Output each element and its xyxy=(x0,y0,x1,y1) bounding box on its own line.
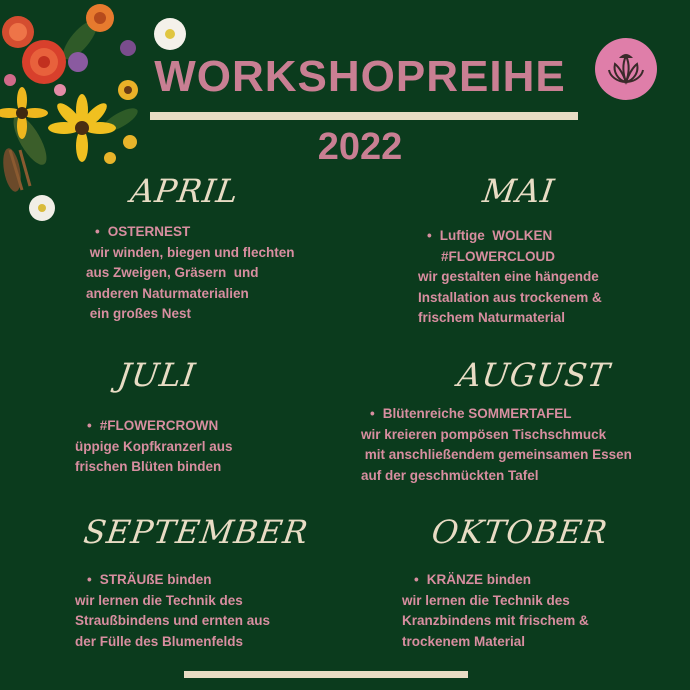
workshop-title: • Luftige WOLKEN xyxy=(427,228,552,243)
title-divider xyxy=(150,112,578,120)
flower-icon xyxy=(595,38,657,100)
workshop-description-line: wir lernen die Technik des xyxy=(402,592,570,608)
month-heading-oktober: OKTOBER xyxy=(429,513,611,551)
yellow-flower xyxy=(0,87,48,139)
pink-flower xyxy=(4,74,16,86)
workshop-august xyxy=(361,404,632,486)
workshop-description-line: Straußbindens und ernten aus xyxy=(75,613,271,628)
yellow-flower xyxy=(104,135,137,164)
pink-flower xyxy=(54,84,66,96)
yellow-flower xyxy=(48,94,116,162)
red-dahlia xyxy=(22,40,66,84)
month-heading-mai: MAI xyxy=(480,172,558,210)
workshop-description-line: mit anschließendem gemeinsamen Essen xyxy=(361,447,632,462)
workshop-description-line: Kranzbindens mit frischem & xyxy=(402,613,589,628)
workshop-title: • OSTERNEST xyxy=(95,224,190,239)
workshop-description-line: aus Zweigen, Gräsern und xyxy=(86,265,259,280)
workshop-description-line: frischen Blüten binden xyxy=(75,459,222,474)
white-cosmos-flower xyxy=(154,18,186,50)
workshop-description-line: auf der geschmückten Tafel xyxy=(361,467,539,483)
month-heading-april: APRIL xyxy=(128,172,242,210)
workshop-title: • KRÄNZE binden xyxy=(414,572,531,587)
month-heading-august: AUGUST xyxy=(455,356,613,394)
workshop-description-line: der Fülle des Blumenfelds xyxy=(75,633,244,649)
workshop-april xyxy=(86,222,295,325)
white-cosmos-flower xyxy=(29,195,55,221)
red-dahlia xyxy=(2,16,34,48)
workshop-description-line: trockenem Material xyxy=(402,633,526,649)
yellow-flower xyxy=(118,80,138,100)
workshop-description-line: wir gestalten eine hängende xyxy=(418,269,599,284)
workshop-description-line: wir winden, biegen und flechten xyxy=(86,244,295,260)
workshop-description-line: anderen Naturmaterialien xyxy=(86,285,249,301)
purple-flower xyxy=(120,40,136,56)
workshop-description-line: ein großes Nest xyxy=(86,306,192,321)
workshop-description-line: üppige Kopfkranzerl aus xyxy=(75,438,233,454)
workshop-mai xyxy=(418,226,602,329)
workshop-juli xyxy=(75,416,233,478)
workshop-september xyxy=(75,570,270,652)
workshop-description-line: wir lernen die Technik des xyxy=(75,592,243,608)
year-label: 2022 xyxy=(317,126,403,168)
bottom-divider xyxy=(184,671,468,678)
purple-flower xyxy=(68,52,88,72)
orange-flower xyxy=(86,4,114,32)
workshop-title: • STRÄUßE binden xyxy=(87,572,211,587)
workshop-oktober xyxy=(402,570,589,652)
workshop-title: • #FLOWERCROWN xyxy=(87,418,218,433)
month-heading-september: SEPTEMBER xyxy=(81,513,311,551)
poster-title: WORKSHOPREIHE xyxy=(154,52,566,101)
workshop-subtitle: #FLOWERCLOUD xyxy=(441,248,555,264)
month-heading-juli: JULI xyxy=(115,356,199,394)
workshop-description-line: wir kreieren pompösen Tischschmuck xyxy=(361,426,607,442)
logo-badge xyxy=(595,38,657,100)
workshop-description-line: Installation aus trockenem & xyxy=(418,289,602,305)
workshop-description-line: frischem Naturmaterial xyxy=(418,310,566,325)
workshop-title: • Blütenreiche SOMMERTAFEL xyxy=(370,406,572,421)
